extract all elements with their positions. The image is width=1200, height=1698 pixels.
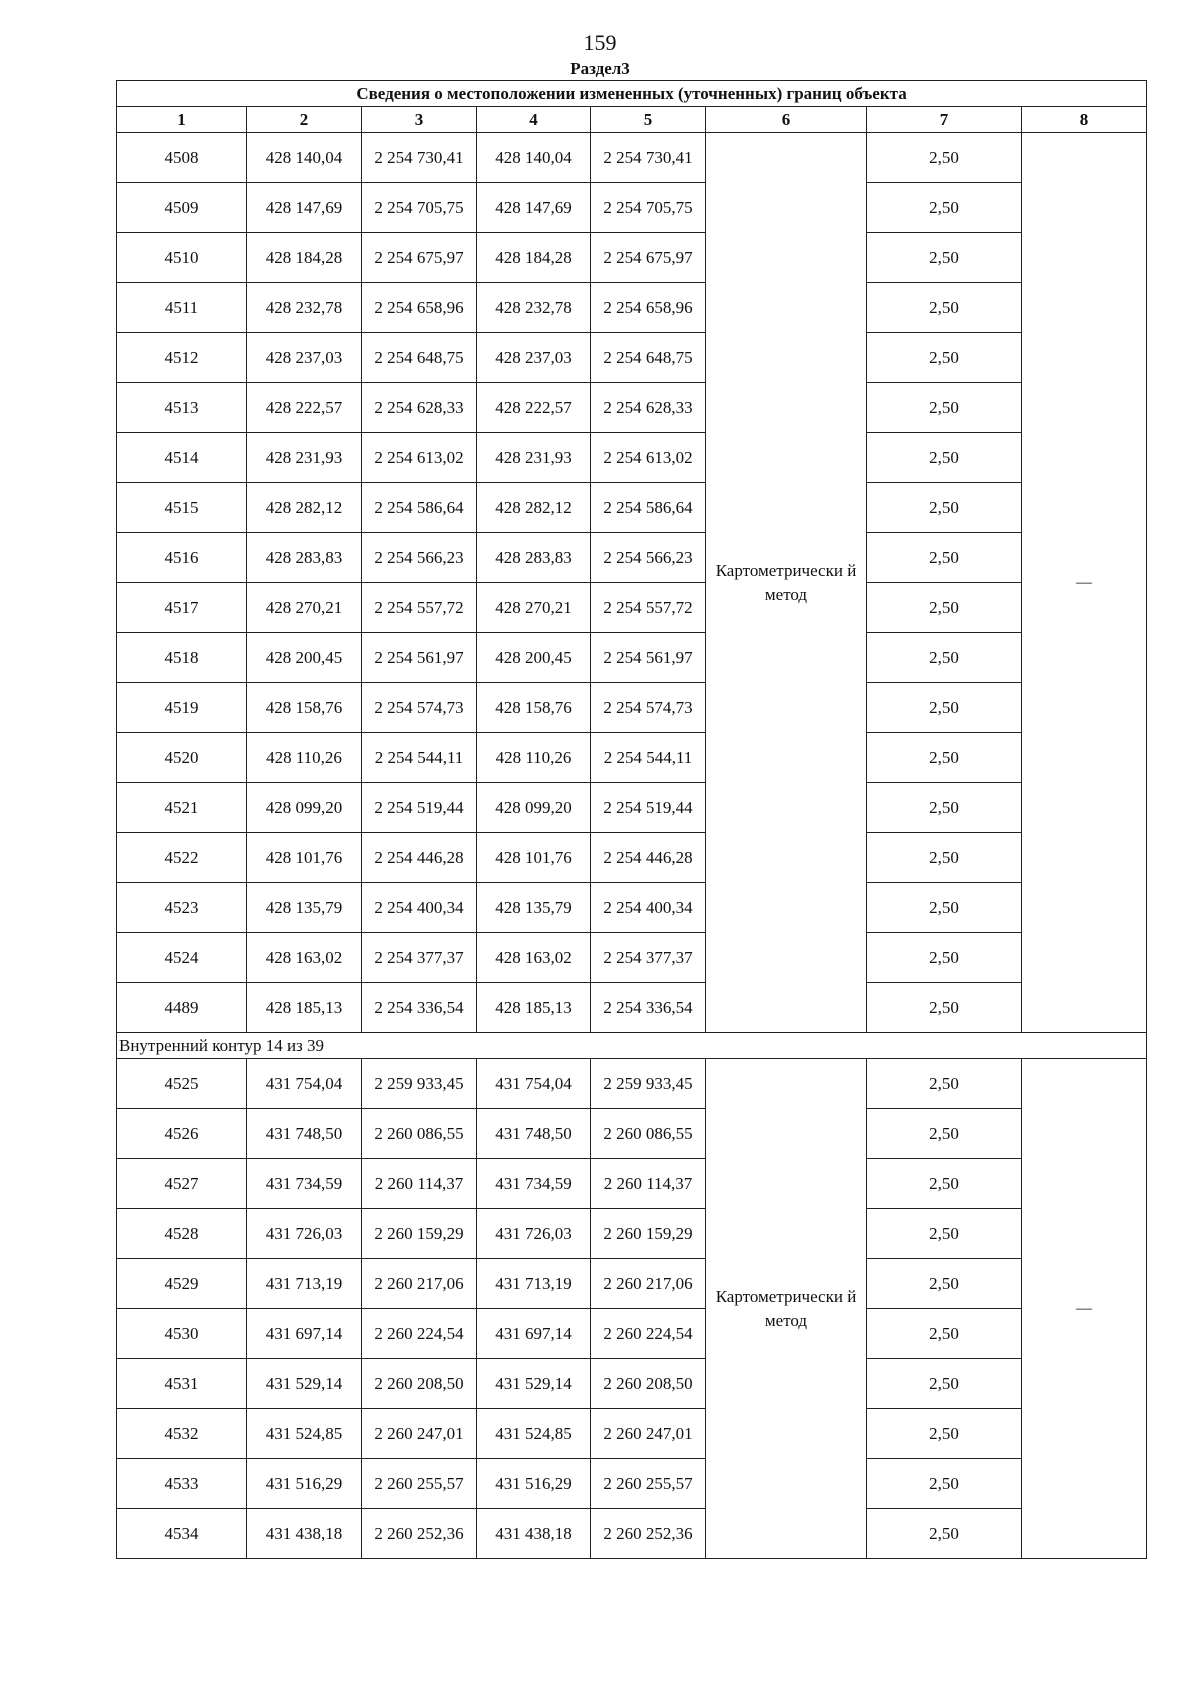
y-coordinate-cell: 2 254 613,02 — [591, 433, 706, 483]
y-coordinate-cell: 2 254 705,75 — [362, 183, 477, 233]
x-coordinate-cell: 431 697,14 — [477, 1309, 591, 1359]
x-coordinate-cell: 428 163,02 — [247, 933, 362, 983]
point-number-cell: 4534 — [117, 1509, 247, 1559]
boundary-coordinates-table — [116, 80, 1147, 1559]
y-coordinate-cell: 2 254 566,23 — [591, 533, 706, 583]
y-coordinate-cell: 2 254 675,97 — [591, 233, 706, 283]
y-coordinate-cell: 2 254 658,96 — [362, 283, 477, 333]
accuracy-cell: 2,50 — [867, 483, 1022, 533]
table-row — [117, 1459, 1147, 1509]
x-coordinate-cell: 428 270,21 — [247, 583, 362, 633]
y-coordinate-cell: 2 254 400,34 — [591, 883, 706, 933]
accuracy-cell: 2,50 — [867, 1359, 1022, 1409]
y-coordinate-cell: 2 254 675,97 — [362, 233, 477, 283]
column-number: 6 — [706, 107, 867, 133]
table-row — [117, 983, 1147, 1033]
point-number-cell: 4514 — [117, 433, 247, 483]
table-row — [117, 883, 1147, 933]
accuracy-cell: 2,50 — [867, 1059, 1022, 1109]
x-coordinate-cell: 428 110,26 — [247, 733, 362, 783]
x-coordinate-cell: 428 099,20 — [247, 783, 362, 833]
column-number: 2 — [247, 107, 362, 133]
accuracy-cell: 2,50 — [867, 983, 1022, 1033]
accuracy-cell: 2,50 — [867, 583, 1022, 633]
y-coordinate-cell: 2 254 519,44 — [591, 783, 706, 833]
y-coordinate-cell: 2 259 933,45 — [591, 1059, 706, 1109]
table-row — [117, 833, 1147, 883]
y-coordinate-cell: 2 260 159,29 — [591, 1209, 706, 1259]
x-coordinate-cell: 431 734,59 — [247, 1159, 362, 1209]
dash-cell: — — [1022, 133, 1147, 1033]
y-coordinate-cell: 2 254 377,37 — [362, 933, 477, 983]
accuracy-cell: 2,50 — [867, 1409, 1022, 1459]
y-coordinate-cell: 2 260 247,01 — [591, 1409, 706, 1459]
point-number-cell: 4521 — [117, 783, 247, 833]
y-coordinate-cell: 2 254 586,64 — [591, 483, 706, 533]
column-number: 5 — [591, 107, 706, 133]
x-coordinate-cell: 428 140,04 — [477, 133, 591, 183]
table-row — [117, 683, 1147, 733]
dash-cell: — — [1022, 1059, 1147, 1559]
x-coordinate-cell: 428 283,83 — [477, 533, 591, 583]
point-number-cell: 4517 — [117, 583, 247, 633]
table-row — [117, 183, 1147, 233]
x-coordinate-cell: 428 237,03 — [247, 333, 362, 383]
x-coordinate-cell: 431 697,14 — [247, 1309, 362, 1359]
point-number-cell: 4524 — [117, 933, 247, 983]
table-row — [117, 1259, 1147, 1309]
accuracy-cell: 2,50 — [867, 1209, 1022, 1259]
accuracy-cell: 2,50 — [867, 133, 1022, 183]
accuracy-cell: 2,50 — [867, 383, 1022, 433]
y-coordinate-cell: 2 260 255,57 — [362, 1459, 477, 1509]
column-number: 4 — [477, 107, 591, 133]
accuracy-cell: 2,50 — [867, 783, 1022, 833]
point-number-cell: 4522 — [117, 833, 247, 883]
x-coordinate-cell: 431 529,14 — [247, 1359, 362, 1409]
x-coordinate-cell: 428 101,76 — [247, 833, 362, 883]
x-coordinate-cell: 431 524,85 — [247, 1409, 362, 1459]
column-number: 1 — [117, 107, 247, 133]
y-coordinate-cell: 2 254 561,97 — [591, 633, 706, 683]
point-number-cell: 4525 — [117, 1059, 247, 1109]
y-coordinate-cell: 2 260 252,36 — [591, 1509, 706, 1559]
y-coordinate-cell: 2 260 224,54 — [362, 1309, 477, 1359]
point-number-cell: 4513 — [117, 383, 247, 433]
y-coordinate-cell: 2 254 446,28 — [591, 833, 706, 883]
x-coordinate-cell: 428 135,79 — [247, 883, 362, 933]
table-row — [117, 1359, 1147, 1409]
table-row — [117, 283, 1147, 333]
point-number-cell: 4528 — [117, 1209, 247, 1259]
y-coordinate-cell: 2 254 730,41 — [591, 133, 706, 183]
accuracy-cell: 2,50 — [867, 683, 1022, 733]
point-number-cell: 4510 — [117, 233, 247, 283]
point-number-cell: 4508 — [117, 133, 247, 183]
accuracy-cell: 2,50 — [867, 533, 1022, 583]
accuracy-cell: 2,50 — [867, 833, 1022, 883]
accuracy-cell: 2,50 — [867, 433, 1022, 483]
x-coordinate-cell: 428 140,04 — [247, 133, 362, 183]
point-number-cell: 4530 — [117, 1309, 247, 1359]
table-row — [117, 1059, 1147, 1109]
x-coordinate-cell: 428 185,13 — [247, 983, 362, 1033]
accuracy-cell: 2,50 — [867, 1109, 1022, 1159]
x-coordinate-cell: 431 754,04 — [477, 1059, 591, 1109]
x-coordinate-cell: 428 135,79 — [477, 883, 591, 933]
x-coordinate-cell: 428 147,69 — [477, 183, 591, 233]
y-coordinate-cell: 2 260 247,01 — [362, 1409, 477, 1459]
x-coordinate-cell: 428 110,26 — [477, 733, 591, 783]
table-row — [117, 333, 1147, 383]
point-number-cell: 4533 — [117, 1459, 247, 1509]
page-number: 159 — [583, 30, 617, 55]
table-row — [117, 1409, 1147, 1459]
table-caption: Сведения о местоположении измененных (уточненных) границ объекта — [117, 81, 1147, 107]
y-coordinate-cell: 2 254 336,54 — [362, 983, 477, 1033]
x-coordinate-cell: 431 516,29 — [247, 1459, 362, 1509]
y-coordinate-cell: 2 254 519,44 — [362, 783, 477, 833]
y-coordinate-cell: 2 260 255,57 — [591, 1459, 706, 1509]
x-coordinate-cell: 428 185,13 — [477, 983, 591, 1033]
x-coordinate-cell: 428 232,78 — [247, 283, 362, 333]
point-number-cell: 4526 — [117, 1109, 247, 1159]
method-cell: Картометрически й метод — [706, 1059, 867, 1559]
y-coordinate-cell: 2 254 400,34 — [362, 883, 477, 933]
table-row — [117, 233, 1147, 283]
accuracy-cell: 2,50 — [867, 733, 1022, 783]
y-coordinate-cell: 2 254 446,28 — [362, 833, 477, 883]
accuracy-cell: 2,50 — [867, 1309, 1022, 1359]
x-coordinate-cell: 431 529,14 — [477, 1359, 591, 1409]
column-number: 3 — [362, 107, 477, 133]
x-coordinate-cell: 431 726,03 — [477, 1209, 591, 1259]
x-coordinate-cell: 428 282,12 — [477, 483, 591, 533]
point-number-cell: 4512 — [117, 333, 247, 383]
y-coordinate-cell: 2 254 336,54 — [591, 983, 706, 1033]
y-coordinate-cell: 2 254 574,73 — [591, 683, 706, 733]
x-coordinate-cell: 428 184,28 — [477, 233, 591, 283]
y-coordinate-cell: 2 260 208,50 — [591, 1359, 706, 1409]
table-row — [117, 383, 1147, 433]
x-coordinate-cell: 428 283,83 — [247, 533, 362, 583]
y-coordinate-cell: 2 254 648,75 — [591, 333, 706, 383]
y-coordinate-cell: 2 254 557,72 — [362, 583, 477, 633]
point-number-cell: 4532 — [117, 1409, 247, 1459]
contour-header-row — [117, 1033, 1147, 1059]
accuracy-cell: 2,50 — [867, 1509, 1022, 1559]
y-coordinate-cell: 2 260 086,55 — [362, 1109, 477, 1159]
x-coordinate-cell: 431 726,03 — [247, 1209, 362, 1259]
point-number-cell: 4529 — [117, 1259, 247, 1309]
x-coordinate-cell: 428 147,69 — [247, 183, 362, 233]
y-coordinate-cell: 2 254 730,41 — [362, 133, 477, 183]
x-coordinate-cell: 428 158,76 — [477, 683, 591, 733]
x-coordinate-cell: 428 232,78 — [477, 283, 591, 333]
x-coordinate-cell: 431 748,50 — [247, 1109, 362, 1159]
table-row — [117, 783, 1147, 833]
x-coordinate-cell: 428 101,76 — [477, 833, 591, 883]
table-row — [117, 583, 1147, 633]
y-coordinate-cell: 2 260 086,55 — [591, 1109, 706, 1159]
table-row — [117, 1209, 1147, 1259]
y-coordinate-cell: 2 260 224,54 — [591, 1309, 706, 1359]
point-number-cell: 4489 — [117, 983, 247, 1033]
x-coordinate-cell: 428 184,28 — [247, 233, 362, 283]
x-coordinate-cell: 431 516,29 — [477, 1459, 591, 1509]
accuracy-cell: 2,50 — [867, 1459, 1022, 1509]
x-coordinate-cell: 428 282,12 — [247, 483, 362, 533]
accuracy-cell: 2,50 — [867, 233, 1022, 283]
table-row — [117, 933, 1147, 983]
y-coordinate-cell: 2 259 933,45 — [362, 1059, 477, 1109]
y-coordinate-cell: 2 260 114,37 — [591, 1159, 706, 1209]
y-coordinate-cell: 2 254 544,11 — [591, 733, 706, 783]
y-coordinate-cell: 2 260 252,36 — [362, 1509, 477, 1559]
accuracy-cell: 2,50 — [867, 183, 1022, 233]
x-coordinate-cell: 428 231,93 — [477, 433, 591, 483]
table-row — [117, 433, 1147, 483]
x-coordinate-cell: 431 748,50 — [477, 1109, 591, 1159]
table-row — [117, 533, 1147, 583]
y-coordinate-cell: 2 254 628,33 — [591, 383, 706, 433]
point-number-cell: 4515 — [117, 483, 247, 533]
point-number-cell: 4519 — [117, 683, 247, 733]
table-row — [117, 1309, 1147, 1359]
point-number-cell: 4523 — [117, 883, 247, 933]
table-row — [117, 733, 1147, 783]
x-coordinate-cell: 431 713,19 — [477, 1259, 591, 1309]
y-coordinate-cell: 2 254 557,72 — [591, 583, 706, 633]
point-number-cell: 4511 — [117, 283, 247, 333]
accuracy-cell: 2,50 — [867, 283, 1022, 333]
point-number-cell: 4520 — [117, 733, 247, 783]
x-coordinate-cell: 428 163,02 — [477, 933, 591, 983]
y-coordinate-cell: 2 254 586,64 — [362, 483, 477, 533]
y-coordinate-cell: 2 254 566,23 — [362, 533, 477, 583]
y-coordinate-cell: 2 260 208,50 — [362, 1359, 477, 1409]
y-coordinate-cell: 2 254 377,37 — [591, 933, 706, 983]
table-row — [117, 1509, 1147, 1559]
point-number-cell: 4516 — [117, 533, 247, 583]
method-cell: Картометрически й метод — [706, 133, 867, 1033]
point-number-cell: 4527 — [117, 1159, 247, 1209]
point-number-cell: 4509 — [117, 183, 247, 233]
contour-header: Внутренний контур 14 из 39 — [117, 1033, 1147, 1059]
x-coordinate-cell: 428 158,76 — [247, 683, 362, 733]
x-coordinate-cell: 431 524,85 — [477, 1409, 591, 1459]
x-coordinate-cell: 428 270,21 — [477, 583, 591, 633]
x-coordinate-cell: 428 200,45 — [477, 633, 591, 683]
table-row — [117, 1109, 1147, 1159]
accuracy-cell: 2,50 — [867, 933, 1022, 983]
x-coordinate-cell: 428 099,20 — [477, 783, 591, 833]
y-coordinate-cell: 2 254 574,73 — [362, 683, 477, 733]
table-row — [117, 1159, 1147, 1209]
y-coordinate-cell: 2 254 628,33 — [362, 383, 477, 433]
column-number: 8 — [1022, 107, 1147, 133]
y-coordinate-cell: 2 254 658,96 — [591, 283, 706, 333]
x-coordinate-cell: 431 734,59 — [477, 1159, 591, 1209]
accuracy-cell: 2,50 — [867, 333, 1022, 383]
accuracy-cell: 2,50 — [867, 1159, 1022, 1209]
point-number-cell: 4518 — [117, 633, 247, 683]
table-row — [117, 633, 1147, 683]
table-row — [117, 133, 1147, 183]
y-coordinate-cell: 2 260 217,06 — [362, 1259, 477, 1309]
y-coordinate-cell: 2 254 561,97 — [362, 633, 477, 683]
x-coordinate-cell: 428 222,57 — [247, 383, 362, 433]
y-coordinate-cell: 2 260 114,37 — [362, 1159, 477, 1209]
x-coordinate-cell: 428 222,57 — [477, 383, 591, 433]
accuracy-cell: 2,50 — [867, 1259, 1022, 1309]
accuracy-cell: 2,50 — [867, 633, 1022, 683]
column-number: 7 — [867, 107, 1022, 133]
column-number-row — [117, 107, 1147, 133]
point-number-cell: 4531 — [117, 1359, 247, 1409]
table-row — [117, 483, 1147, 533]
x-coordinate-cell: 431 754,04 — [247, 1059, 362, 1109]
accuracy-cell: 2,50 — [867, 883, 1022, 933]
y-coordinate-cell: 2 254 648,75 — [362, 333, 477, 383]
x-coordinate-cell: 431 438,18 — [477, 1509, 591, 1559]
y-coordinate-cell: 2 260 159,29 — [362, 1209, 477, 1259]
y-coordinate-cell: 2 254 705,75 — [591, 183, 706, 233]
x-coordinate-cell: 428 200,45 — [247, 633, 362, 683]
x-coordinate-cell: 428 237,03 — [477, 333, 591, 383]
x-coordinate-cell: 431 713,19 — [247, 1259, 362, 1309]
section-title: Раздел3 — [570, 59, 630, 78]
y-coordinate-cell: 2 254 544,11 — [362, 733, 477, 783]
y-coordinate-cell: 2 260 217,06 — [591, 1259, 706, 1309]
x-coordinate-cell: 428 231,93 — [247, 433, 362, 483]
y-coordinate-cell: 2 254 613,02 — [362, 433, 477, 483]
x-coordinate-cell: 431 438,18 — [247, 1509, 362, 1559]
